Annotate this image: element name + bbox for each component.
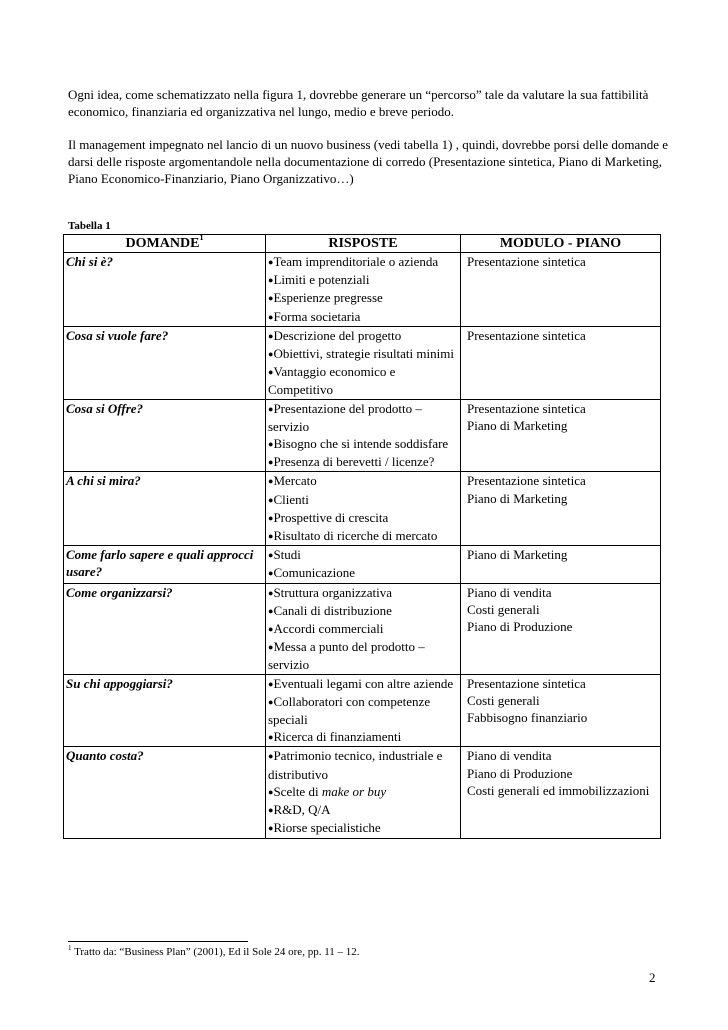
bullet-icon: ●	[268, 568, 274, 579]
table-row	[64, 253, 661, 327]
answer-item	[268, 819, 460, 837]
bullet-icon: ●	[268, 678, 274, 689]
bullet-icon: ●	[268, 439, 274, 450]
bullet-icon: ●	[268, 512, 274, 523]
answer-item	[268, 308, 460, 326]
answer-text: Studi	[273, 547, 301, 563]
bullet-icon: ●	[268, 476, 274, 487]
table-row	[64, 674, 661, 747]
table-body	[64, 253, 661, 839]
bullet-icon: ●	[268, 311, 274, 322]
answer-text: Comunicazione	[273, 565, 356, 581]
table-row	[64, 546, 661, 583]
question-cell: Chi si è?	[64, 253, 266, 327]
page-number: 2	[649, 970, 656, 985]
answer-text: Mercato	[273, 473, 317, 489]
answer-item	[268, 783, 460, 801]
bullet-icon: ●	[268, 367, 274, 378]
bullet-icon: ●	[268, 605, 274, 616]
table-row	[64, 583, 661, 674]
answer-item	[268, 400, 460, 435]
table-row	[64, 472, 661, 546]
answer-text: Collaboratori con competenze speciali	[268, 693, 431, 728]
answer-item	[268, 435, 460, 453]
answer-item	[268, 453, 460, 471]
bullet-icon: ●	[268, 732, 274, 743]
table-row	[64, 399, 661, 472]
module-cell	[461, 546, 661, 583]
question-cell: Cosa si Offre?	[64, 399, 266, 472]
answer-item	[268, 491, 460, 509]
answer-text: Riorse specialistiche	[273, 820, 381, 836]
answer-text: Presentazione del prodotto – servizio	[268, 400, 422, 434]
module-item: Piano di vendita	[467, 748, 552, 764]
module-item: Costi generali	[467, 692, 540, 708]
module-item: Piano di Marketing	[467, 547, 568, 563]
answer-text: Risultato di ricerche di mercato	[273, 528, 438, 544]
module-item: Presentazione sintetica	[467, 473, 586, 489]
header-domande-label: DOMANDE	[125, 236, 200, 251]
module-cell	[461, 399, 661, 472]
bullet-icon: ●	[268, 587, 274, 598]
answer-text: Struttura organizzativa	[273, 584, 392, 600]
answers-cell	[266, 326, 461, 399]
bullet-icon: ●	[268, 531, 274, 542]
answer-item	[268, 271, 460, 289]
footnote-text: Tratto da: “Business Plan” (2001), Ed il Sole 24 ore, pp. 11 – 12.	[74, 946, 360, 958]
answer-text: Accordi commerciali	[273, 621, 384, 637]
answers-cell	[266, 253, 461, 327]
answers-cell	[266, 472, 461, 546]
module-item: Piano di Produzione	[467, 619, 573, 635]
business-plan-table	[63, 234, 661, 839]
answer-text: Vantaggio economico e Competitivo	[268, 364, 396, 398]
answer-item	[268, 289, 460, 307]
bullet-icon: ●	[268, 786, 274, 797]
answer-text: Esperienze pregresse	[273, 290, 383, 306]
module-cell	[461, 472, 661, 546]
answer-item	[268, 527, 460, 545]
footnote	[68, 946, 360, 958]
bullet-icon: ●	[268, 257, 274, 267]
header-modulo: MODULO - PIANO	[461, 235, 661, 253]
module-cell	[461, 253, 661, 327]
module-item: Piano di vendita	[467, 584, 552, 600]
answer-item	[268, 327, 460, 345]
module-item: Presentazione sintetica	[467, 327, 586, 343]
table-header-row	[64, 235, 661, 253]
answer-item	[268, 253, 460, 271]
footnote-separator	[68, 941, 248, 942]
module-item: Presentazione sintetica	[467, 400, 586, 416]
question-cell: Su chi appoggiarsi?	[64, 674, 266, 747]
answer-item	[268, 801, 460, 819]
question-cell: Cosa si vuole fare?	[64, 326, 266, 399]
bullet-icon: ●	[268, 275, 274, 286]
answer-text: Team imprenditoriale o azienda	[273, 254, 439, 269]
management-paragraph: Il management impegnato nel lancio di un nuovo business (vedi tabella 1) , quindi, dovrebbe porsi delle domande e darsi delle risposte argomentandole nella documentazione di corredo (Presentazione sintetica, Piano di Marketing, Piano Economico-Finanziario, Piano Organizzativo…)	[68, 137, 669, 186]
answers-cell	[266, 399, 461, 472]
bullet-icon: ●	[268, 624, 274, 635]
answer-item	[268, 747, 460, 782]
bullet-icon: ●	[268, 550, 274, 561]
module-item: Fabbisogno finanziario	[467, 710, 588, 726]
module-item: Piano di Produzione	[467, 765, 573, 781]
bullet-icon: ●	[268, 805, 274, 816]
answer-item	[268, 675, 460, 693]
table-caption: Tabella 1	[68, 220, 111, 232]
bullet-icon: ●	[268, 823, 274, 834]
module-item: Presentazione sintetica	[467, 675, 586, 691]
answer-item	[268, 509, 460, 527]
question-cell: Come farlo sapere e quali approcci usare?	[64, 546, 266, 583]
module-item: Piano di Marketing	[467, 490, 568, 506]
module-item: Presentazione sintetica	[467, 254, 586, 269]
bullet-icon: ●	[268, 642, 274, 653]
bullet-icon: ●	[268, 349, 274, 360]
answer-text: Ricerca di finanziamenti	[273, 729, 402, 745]
question-cell: A chi si mira?	[64, 472, 266, 546]
module-cell	[461, 674, 661, 747]
bullet-icon: ●	[268, 696, 274, 707]
answer-text: Clienti	[273, 491, 309, 507]
answer-item	[268, 564, 460, 582]
answer-text: Patrimonio tecnico, industriale e distributivo	[268, 748, 443, 782]
module-item: Costi generali	[467, 601, 540, 617]
answer-item	[268, 620, 460, 638]
module-item: Costi generali ed immobilizzazioni	[467, 782, 650, 798]
answer-text: Obiettivi, strategie risultati minimi	[273, 346, 454, 362]
table-row	[64, 326, 661, 399]
answer-text: Presenza di berevetti / licenze?	[273, 454, 435, 470]
answers-cell	[266, 583, 461, 674]
answer-item	[268, 546, 460, 564]
footnote-ref: 1	[199, 233, 204, 242]
answers-cell	[266, 747, 461, 838]
bullet-icon: ●	[268, 403, 274, 414]
bullet-icon: ●	[268, 293, 274, 304]
answer-text: Limiti e potenziali	[273, 272, 370, 288]
module-cell	[461, 583, 661, 674]
answer-text: Canali di distribuzione	[273, 602, 392, 618]
answer-text: R&D, Q/A	[273, 802, 331, 818]
question-cell: Come organizzarsi?	[64, 583, 266, 674]
answer-item	[268, 693, 460, 728]
answer-item	[268, 728, 460, 746]
module-item: Piano di Marketing	[467, 417, 568, 433]
question-cell: Quanto costa?	[64, 747, 266, 838]
footnote-number: 1	[68, 944, 72, 952]
answers-cell	[266, 674, 461, 747]
answer-item	[268, 584, 460, 602]
bullet-icon: ●	[268, 751, 274, 762]
answer-item	[268, 345, 460, 363]
answer-text: Messa a punto del prodotto – servizio	[268, 639, 425, 673]
answer-text: Forma societaria	[273, 308, 361, 324]
answers-cell	[266, 546, 461, 583]
answer-item	[268, 472, 460, 490]
answer-text: Prospettive di crescita	[273, 509, 389, 525]
table-row	[64, 747, 661, 838]
answer-item	[268, 602, 460, 620]
bullet-icon: ●	[268, 494, 274, 505]
answer-text: Eventuali legami con altre aziende	[273, 675, 454, 691]
answer-item	[268, 638, 460, 673]
header-risposte: RISPOSTE	[266, 235, 461, 253]
answer-text: Bisogno che si intende soddisfare	[273, 436, 449, 452]
bullet-icon: ●	[268, 457, 274, 468]
answer-text: Scelte di make or buy	[273, 783, 387, 799]
intro-paragraph: Ogni idea, come schematizzato nella figura 1, dovrebbe generare un “percorso” tale da valutare la sua fattibilità economico, finanziaria ed organizzativa nel lungo, medio e breve periodo.	[68, 87, 649, 119]
module-cell	[461, 747, 661, 838]
header-domande	[64, 235, 266, 253]
answer-item	[268, 363, 460, 398]
bullet-icon: ●	[268, 330, 274, 341]
module-cell	[461, 326, 661, 399]
answer-text: Descrizione del progetto	[273, 327, 402, 343]
